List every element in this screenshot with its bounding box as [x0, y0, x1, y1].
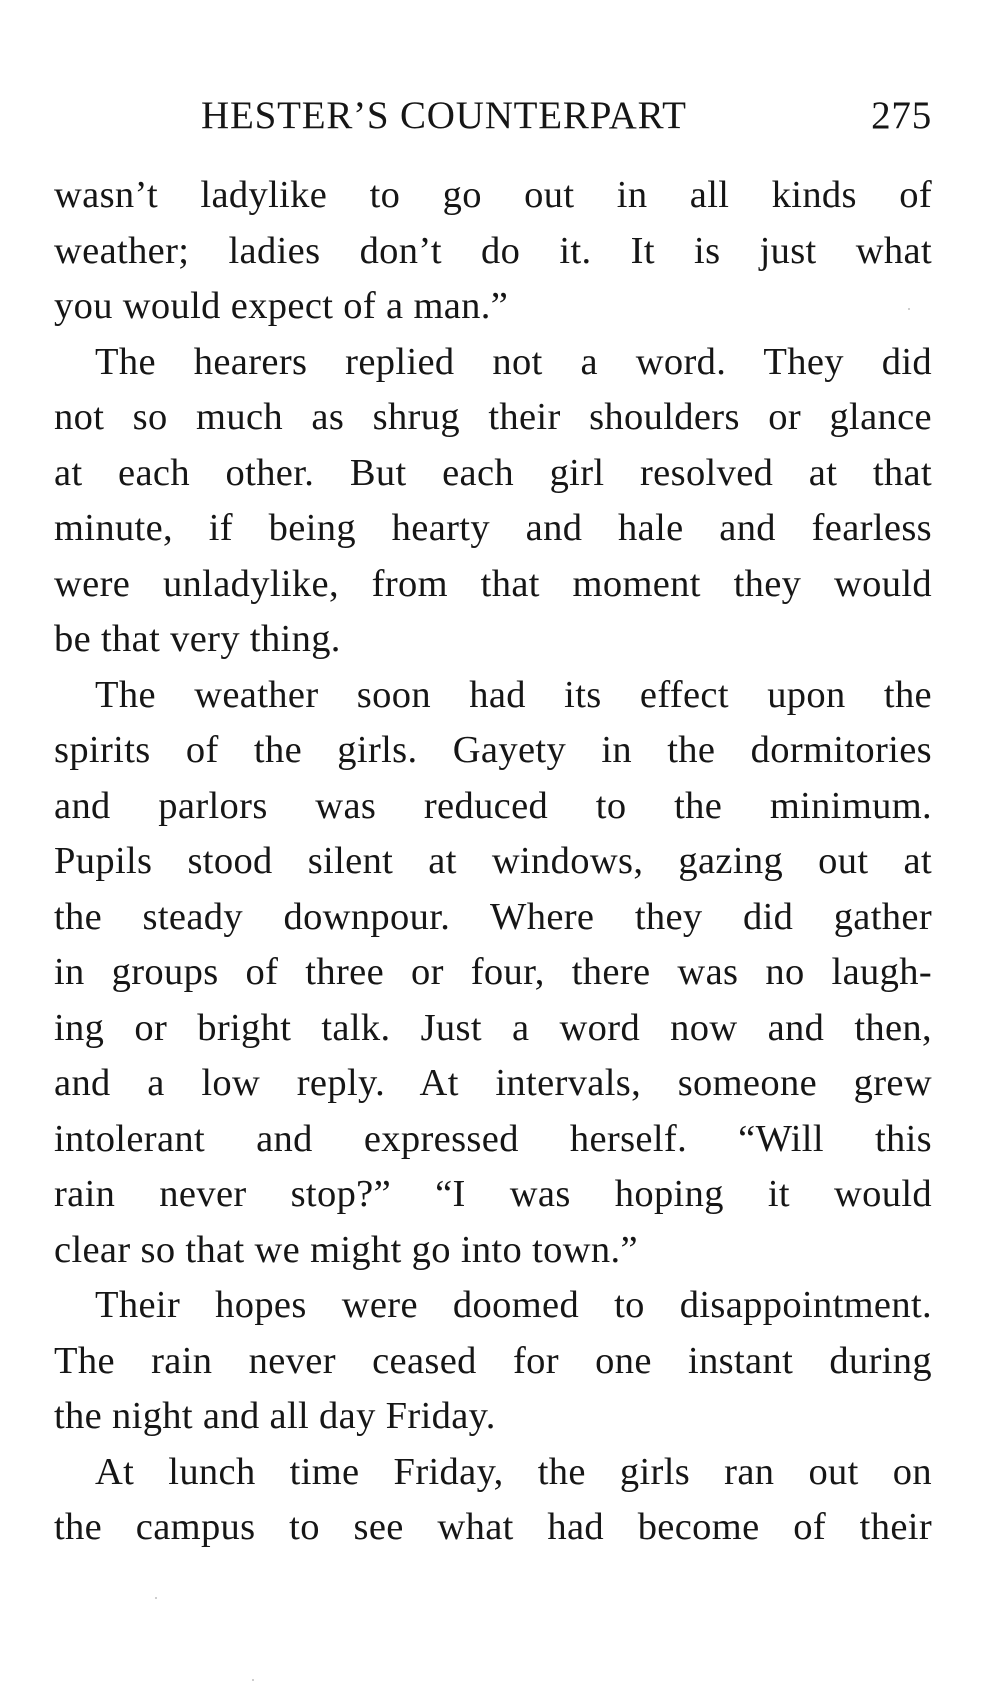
text-line: not so much as shrug their shoulders or glance: [54, 396, 932, 438]
paragraph-first-line: The hearers replied not a word. They did: [95, 340, 932, 383]
text-line: the night and all day Friday.: [54, 1395, 496, 1437]
paper-speck: [252, 1679, 254, 1681]
text-line: weather; ladies don’t do it. It is just what: [54, 229, 932, 272]
text-line: wasn’t ladylike to go out in all kinds of: [54, 174, 932, 216]
text-line: and parlors was reduced to the minimum.: [54, 784, 932, 827]
running-title: HESTER’S COUNTERPART: [201, 94, 687, 137]
text-line: clear so that we might go into town.”: [54, 1228, 638, 1271]
text-line: minute, if being hearty and hale and fearless: [54, 507, 932, 549]
paper-speck: [155, 1597, 157, 1599]
text-line: intolerant and expressed herself. “Will this: [54, 1117, 932, 1160]
page-number: 275: [871, 94, 932, 137]
text-line: at each other. But each girl resolved at that: [54, 451, 932, 494]
text-line: ing or bright talk. Just a word now and then,: [54, 1006, 932, 1049]
body-text: [54, 168, 932, 1556]
text-line: Pupils stood silent at windows, gazing out at: [54, 840, 932, 882]
paragraph-first-line: The weather soon had its effect upon the: [95, 673, 932, 716]
paragraph-first-line: Their hopes were doomed to disappointment.: [95, 1284, 932, 1326]
text-line: be that very thing.: [54, 618, 341, 660]
text-line: in groups of three or four, there was no laugh-: [54, 951, 932, 993]
paragraph-first-line: At lunch time Friday, the girls ran out on: [95, 1450, 932, 1493]
text-line: spirits of the girls. Gayety in the dormitories: [54, 729, 932, 771]
running-head: [54, 86, 932, 146]
paper-speck: [908, 308, 910, 310]
text-line: rain never stop?” “I was hoping it would: [54, 1173, 932, 1215]
text-line: the campus to see what had become of their: [54, 1506, 932, 1548]
text-line: the steady downpour. Where they did gather: [54, 895, 932, 938]
text-line: The rain never ceased for one instant during: [54, 1339, 932, 1382]
text-line: were unladylike, from that moment they would: [54, 562, 932, 605]
text-line: and a low reply. At intervals, someone grew: [54, 1062, 932, 1104]
text-line: you would expect of a man.”: [54, 285, 509, 327]
